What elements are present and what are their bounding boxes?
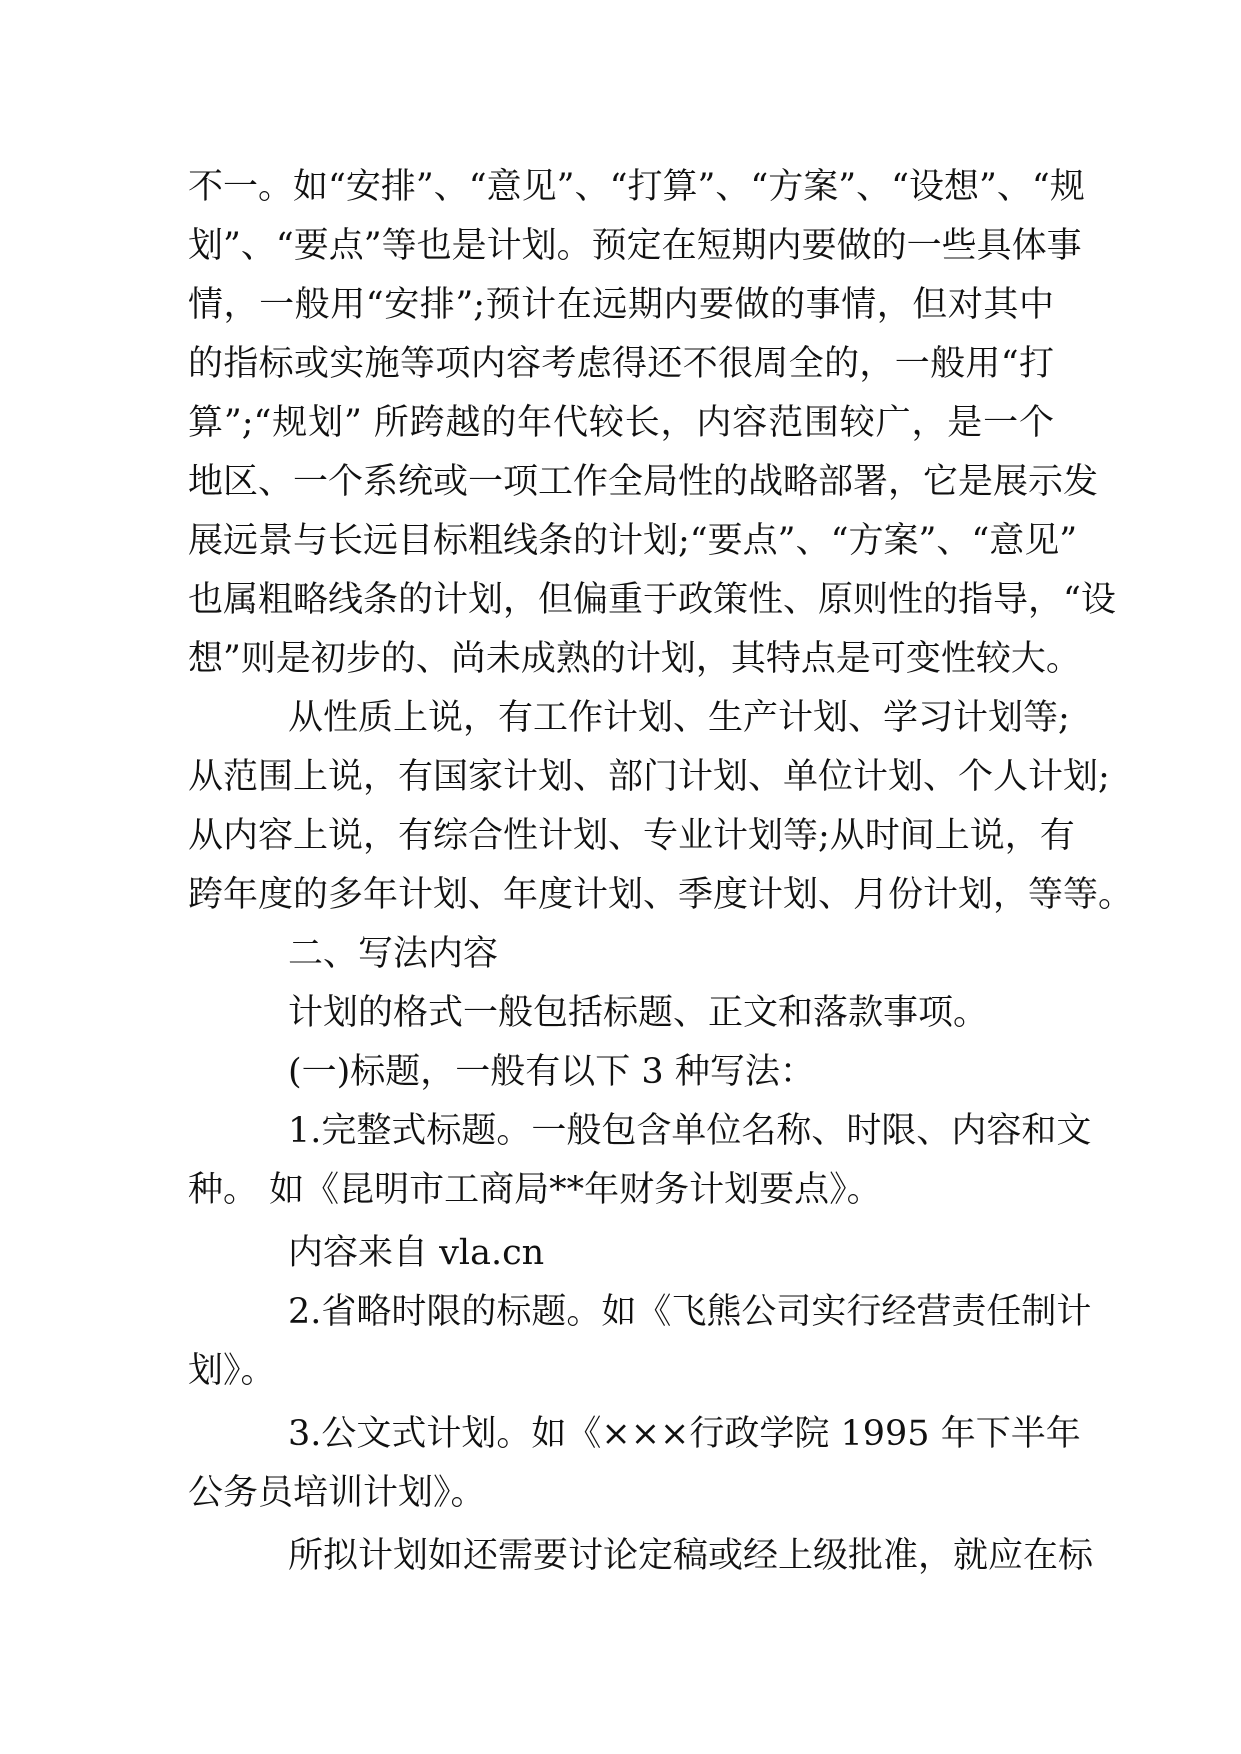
- text-line-6: 地区、一个系统或一项工作全局性的战略部署，它是展示发: [188, 462, 1099, 502]
- text-line-18: 种。 如《昆明市工商局**年财务计划要点》。: [188, 1170, 882, 1210]
- text-line-12: 从内容上说，有综合性计划、专业计划等;从时间上说，有: [188, 816, 1075, 856]
- text-line-22: 3.公文式计划。如《×××行政学院 1995 年下半年: [288, 1414, 1081, 1454]
- text-line-16: (一)标题，一般有以下 3 种写法：: [288, 1052, 815, 1092]
- text-line-5: 算”;“规划” 所跨越的年代较长，内容范围较广，是一个: [188, 403, 1054, 443]
- text-line-15: 计划的格式一般包括标题、正文和落款事项。: [288, 993, 989, 1033]
- text-line-1: 不一。如“安排”、“意见”、“打算”、“方案”、“设想”、“规: [188, 167, 1085, 207]
- text-line-7: 展远景与长远目标粗线条的计划;“要点”、“方案”、“意见”: [188, 521, 1078, 561]
- text-line-9: 想”则是初步的、尚未成熟的计划，其特点是可变性较大。: [188, 639, 1081, 679]
- text-line-20: 2.省略时限的标题。如《飞熊公司实行经营责任制计: [288, 1292, 1092, 1332]
- text-line-17: 1.完整式标题。一般包含单位名称、时限、内容和文: [288, 1111, 1092, 1151]
- text-line-13: 跨年度的多年计划、年度计划、季度计划、月份计划，等等。: [188, 875, 1134, 915]
- text-line-8: 也属粗略线条的计划，但偏重于政策性、原则性的指导，“设: [188, 580, 1116, 620]
- text-line-23: 公务员培训计划》。: [188, 1473, 486, 1513]
- text-line-2: 划”、“要点”等也是计划。预定在短期内要做的一些具体事: [188, 226, 1082, 266]
- text-line-11: 从范围上说，有国家计划、部门计划、单位计划、个人计划;: [188, 757, 1110, 797]
- body-text: [188, 158, 1134, 1586]
- text-line-3: 情，一般用“安排”;预计在远期内要做的事情，但对其中: [188, 285, 1054, 325]
- text-line-21: 划》。: [188, 1351, 276, 1391]
- text-line-24: 所拟计划如还需要讨论定稿或经上级批准，就应在标: [288, 1536, 1094, 1576]
- text-line-10: 从性质上说，有工作计划、生产计划、学习计划等;: [288, 698, 1070, 738]
- source-note: 内容来自 vla.cn: [288, 1233, 545, 1273]
- section-heading: 二、写法内容: [288, 934, 499, 974]
- text-line-4: 的指标或实施等项内容考虑得还不很周全的，一般用“打: [188, 344, 1054, 384]
